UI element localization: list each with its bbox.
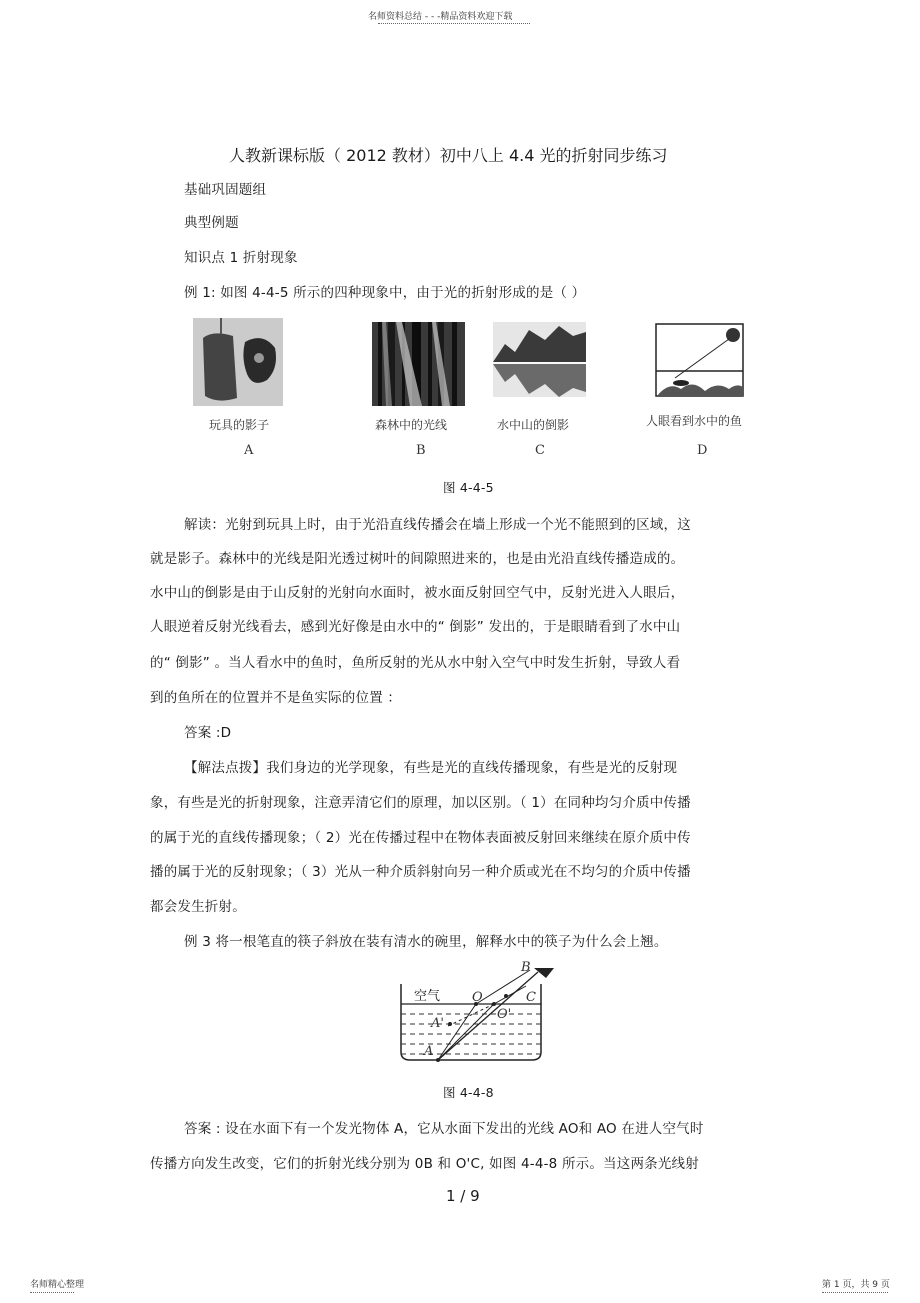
figure-point-b: B: [521, 960, 531, 975]
analysis-line: 水中山的倒影是由于山反射的光射向水面时，被水面反射回空气中，反射光进入人眼后，: [150, 585, 685, 601]
analysis-line: 的“ 倒影” 。当人看水中的鱼时，鱼所反射的光从水中射入空气中时发生折射，导致人看: [150, 655, 681, 671]
tips-line: 都会发生折射。: [150, 899, 246, 915]
page-number: 1 / 9: [446, 1187, 480, 1205]
footer-right-text: 第 1 页，共 9 页: [822, 1280, 890, 1290]
answer-1: 答案 :D: [184, 725, 232, 741]
analysis-line: 解读：光射到玩具上时，由于光沿直线传播会在墙上形成一个光不能照到的区域，这: [184, 517, 691, 533]
figure-2-label: 图 4-4-8: [443, 1085, 494, 1100]
tips-line: 象，有些是光的折射现象，注意弄清它们的原理，加以区别。（ 1）在同种均匀介质中传播: [150, 795, 691, 811]
figure-point-o: O: [472, 990, 483, 1005]
figure-air-label: 空气: [414, 989, 441, 1004]
tips-line: 播的属于光的反射现象；（ 3）光从一种介质斜射向另一种介质或光在不均匀的介质中传播: [150, 864, 691, 880]
figure-toy-shadow: [193, 318, 283, 406]
section-heading-basic: 基础巩固题组: [184, 182, 267, 198]
figure-caption-b: 森林中的光线: [375, 418, 448, 432]
figure-chopstick-refraction: [398, 960, 556, 1064]
figure-forest-light: [372, 322, 465, 406]
example-1-question: 例 1: 如图 4-4-5 所示的四种现象中，由于光的折射形成的是（ ）: [184, 285, 586, 301]
tips-line: 的属于光的直线传播现象；（ 2）光在传播过程中在物体表面被反射回来继续在原介质中传: [150, 830, 691, 846]
header-text: 名师资料总结 - - -精品资料欢迎下载: [368, 12, 513, 22]
page-title: 人教新课标版（ 2012 教材）初中八上 4.4 光的折射同步练习: [229, 146, 668, 165]
figure-1-label: 图 4-4-5: [443, 480, 494, 495]
answer-3-line: 传播方向发生改变，它们的折射光线分别为 0B 和 O'C, 如图 4-4-8 所示。当这两条光线射: [150, 1156, 699, 1172]
figure-point-a-prime: A': [431, 1016, 444, 1031]
answer-3-line: 答案 : 设在水面下有一个发光物体 A，它从水面下发出的光线 AO和 AO 在进人空气时: [184, 1121, 704, 1137]
analysis-line: 到的鱼所在的位置并不是鱼实际的位置 ：: [150, 690, 402, 706]
figure-option-d: D: [697, 443, 708, 458]
figure-option-b: B: [416, 443, 426, 458]
figure-point-c: C: [526, 990, 536, 1005]
figure-mountain-reflection: [493, 322, 586, 397]
section-heading-examples: 典型例题: [184, 215, 239, 231]
analysis-line: 就是影子。森林中的光线是阳光透过树叶的间隙照进来的，也是由光沿直线传播造成的。: [150, 551, 685, 567]
figure-caption-a: 玩具的影子: [209, 418, 270, 432]
footer-left-divider: [30, 1292, 74, 1293]
footer-right-divider: [822, 1292, 888, 1293]
figure-point-o-prime: O': [497, 1007, 512, 1022]
figure-caption-c: 水中山的倒影: [497, 418, 570, 432]
figure-option-c: C: [535, 443, 545, 458]
section-heading-knowledge: 知识点 1 折射现象: [184, 250, 298, 266]
figure-point-a: A: [424, 1044, 434, 1059]
figure-option-a: A: [244, 443, 254, 458]
figure-caption-d: 人眼看到水中的鱼: [646, 414, 743, 428]
tips-line: 【解法点拨】我们身边的光学现象，有些是光的直线传播现象，有些是光的反射现: [184, 760, 678, 776]
analysis-line: 人眼逆着反射光线看去，感到光好像是由水中的“ 倒影” 发出的，于是眼睛看到了水中山: [150, 619, 681, 635]
figure-fish-in-water: [655, 323, 744, 397]
header-divider: [378, 23, 530, 24]
example-3-question: 例 3 将一根笔直的筷子斜放在装有清水的碗里，解释水中的筷子为什么会上翘。: [184, 934, 668, 950]
footer-left-text: 名师精心整理: [30, 1280, 85, 1290]
